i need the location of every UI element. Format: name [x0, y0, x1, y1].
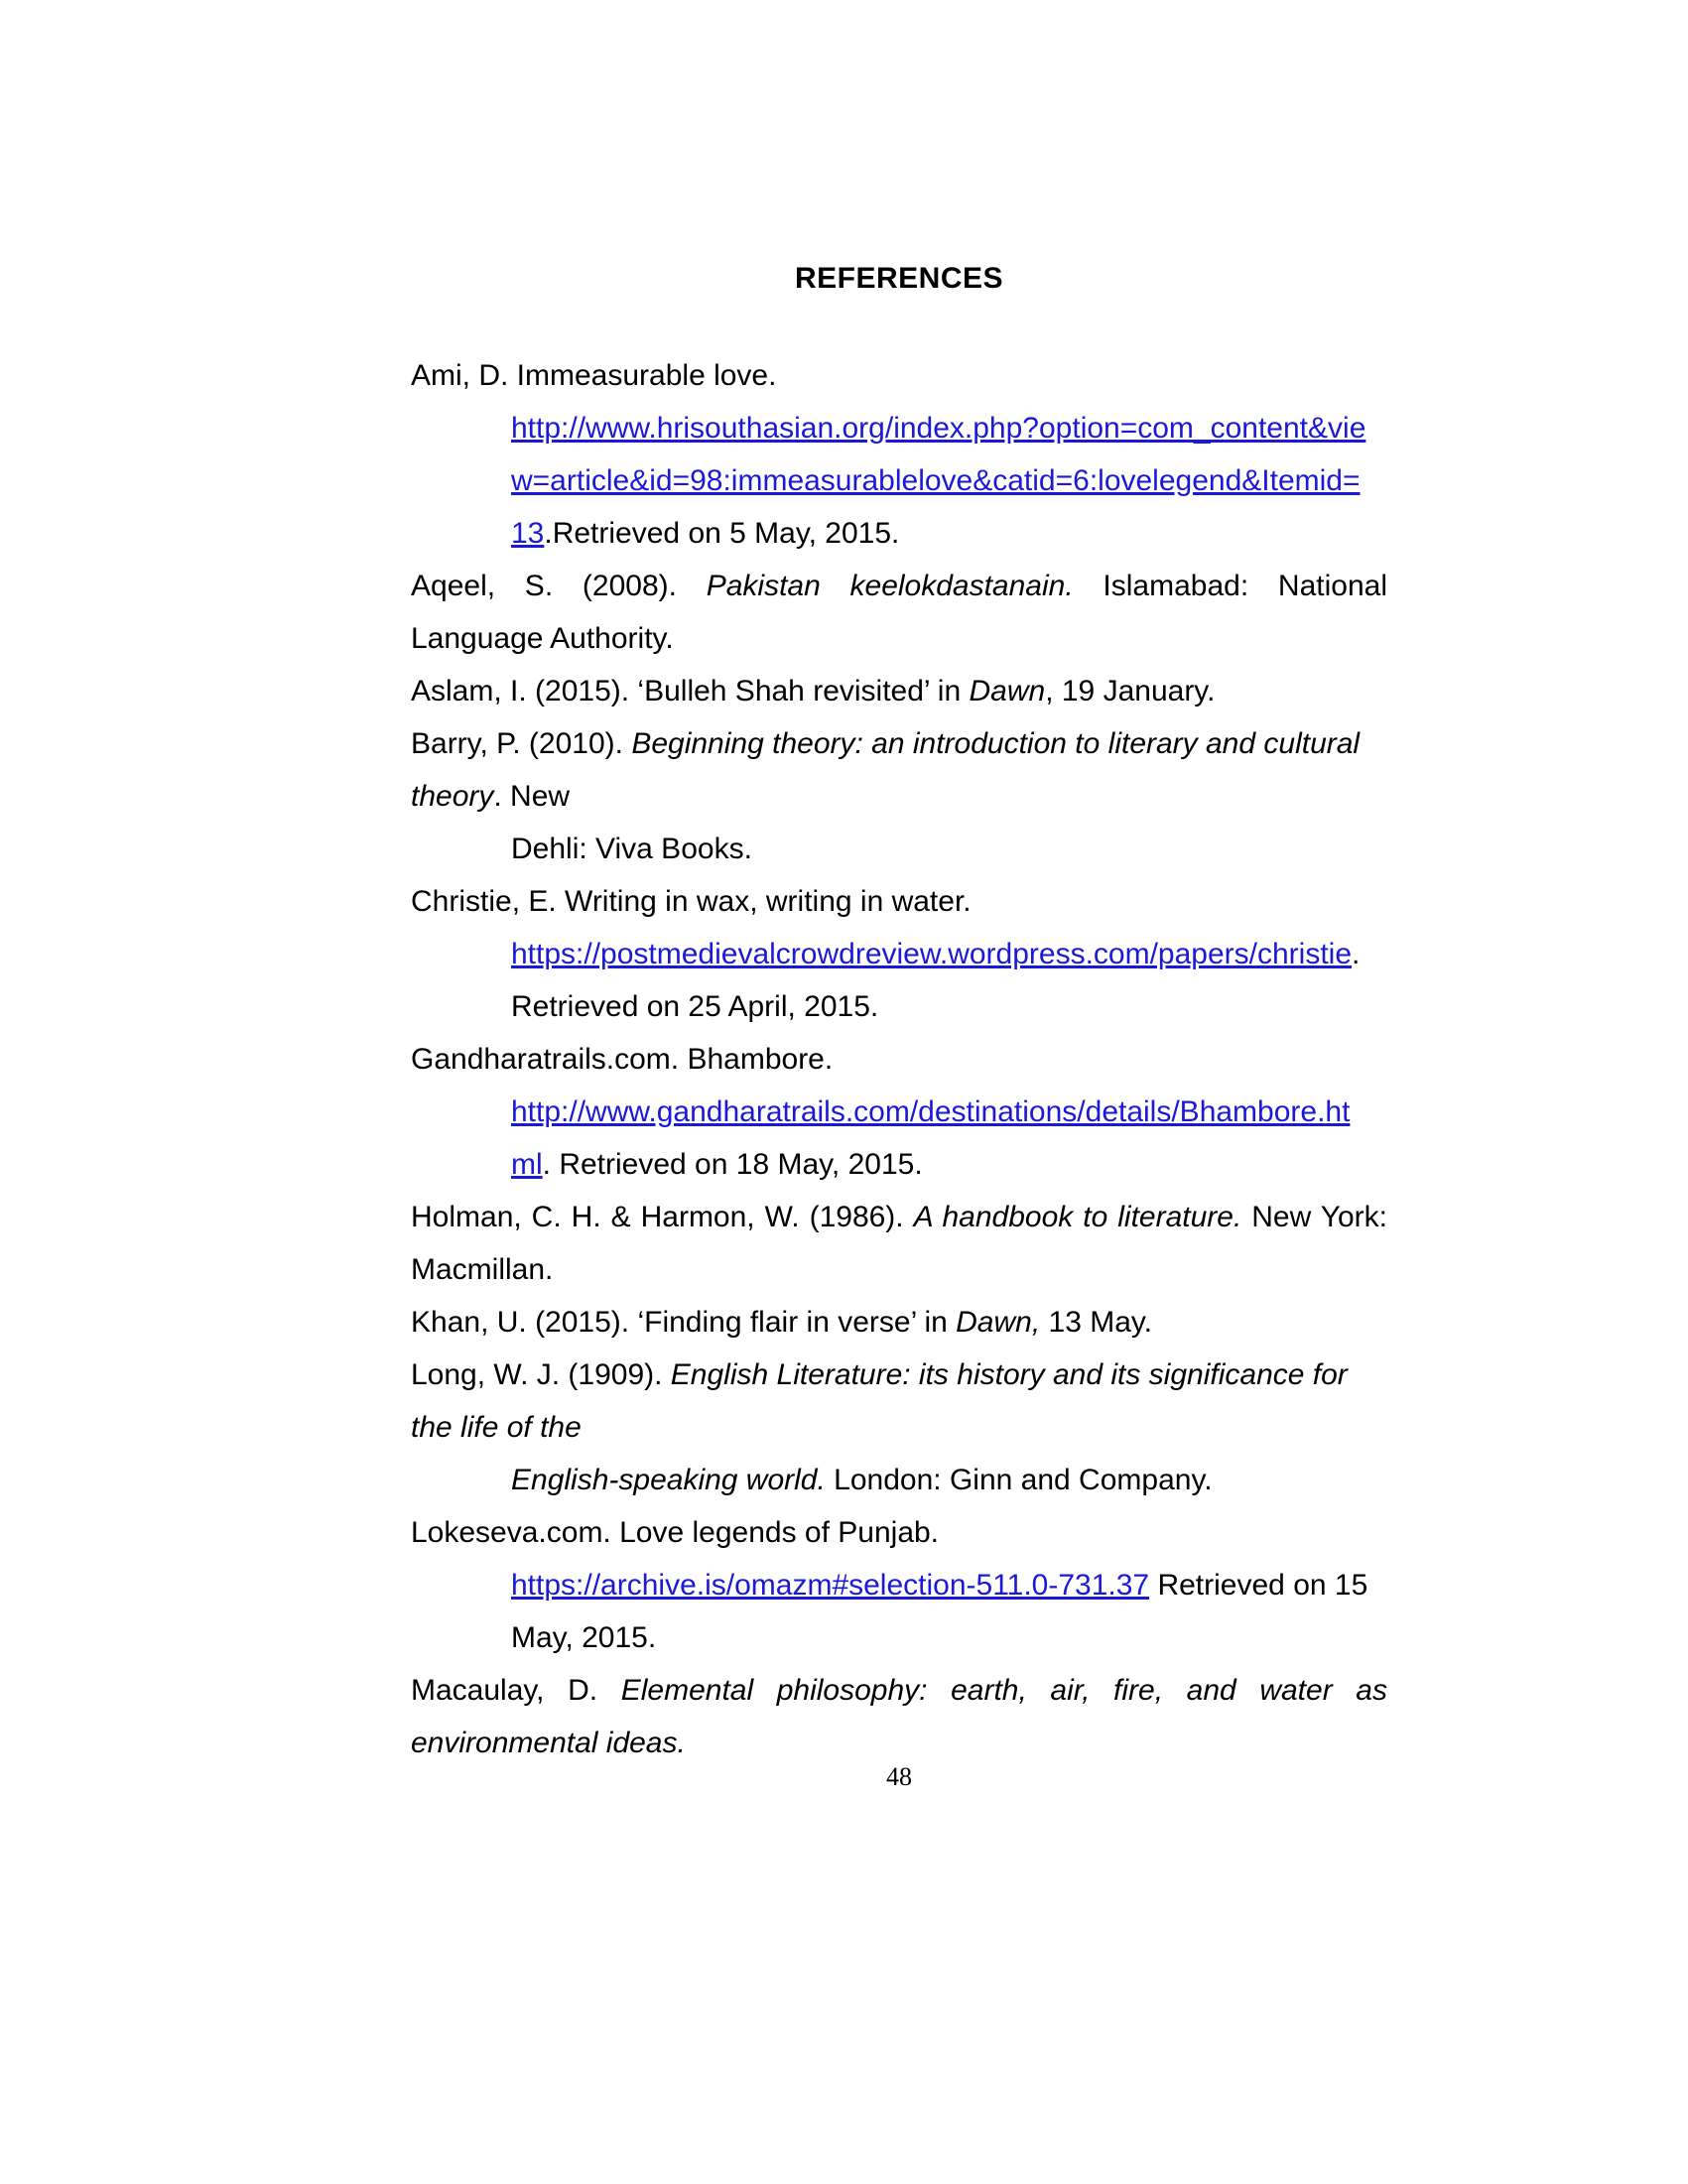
reference-title: Elemental philosophy: earth, air, fire, and water as environmental ideas.	[411, 1674, 1387, 1759]
reference-author: Holman, C. H. & Harmon, W. (1986).	[411, 1201, 914, 1233]
reference-publisher: New York: Macmillan.	[411, 1201, 1387, 1286]
reference-continuation: May, 2015.	[511, 1621, 657, 1654]
reference-entry-aqeel	[411, 560, 1387, 665]
reference-publisher: London: Ginn and Company.	[825, 1464, 1213, 1496]
reference-date: 13 May.	[1040, 1306, 1153, 1339]
reference-author: Macaulay, D.	[411, 1674, 621, 1707]
reference-entry-long	[411, 1349, 1387, 1506]
reference-entry-aslam	[411, 665, 1387, 717]
reference-entry-christie	[411, 875, 1387, 1033]
reference-entry-khan	[411, 1296, 1387, 1349]
reference-url-block	[411, 1138, 1387, 1191]
reference-author: Lokeseva.com. Love legends of Punjab.	[411, 1516, 940, 1549]
references-heading: REFERENCES	[794, 262, 1004, 295]
reference-url-block	[411, 454, 1387, 507]
reference-link-ami[interactable]: http://www.hrisouthasian.org/index.php?option=com_content&vie	[511, 412, 1366, 445]
reference-date: , 19 January.	[1045, 675, 1216, 707]
reference-author: Christie, E. Writing in wax, writing in water.	[411, 885, 972, 918]
reference-author: Gandharatrails.com. Bhambore.	[411, 1043, 834, 1076]
reference-link-christie[interactable]: https://postmedievalcrowdreview.wordpress.com/papers/christie	[511, 938, 1353, 970]
reference-retrieved: Retrieved on 15	[1149, 1569, 1368, 1602]
reference-retrieved: .Retrieved on 5 May, 2015.	[544, 517, 900, 550]
reference-author: Barry, P. (2010).	[411, 727, 632, 760]
reference-source: Dawn	[969, 675, 1046, 707]
reference-list	[411, 349, 1387, 1769]
reference-url-block	[411, 928, 1387, 980]
reference-author: Aqeel, S. (2008).	[411, 570, 707, 602]
reference-entry-lokeseva	[411, 1506, 1387, 1664]
reference-author: Aslam, I. (2015). ‘Bulleh Shah revisited’ in	[411, 675, 970, 707]
reference-url-block	[411, 402, 1387, 454]
reference-source: Dawn,	[956, 1306, 1041, 1339]
reference-entry-holman	[411, 1191, 1387, 1296]
reference-title: Pakistan keelokdastanain.	[706, 570, 1074, 602]
reference-link-ami[interactable]: w=article&id=98:immeasurablelove&catid=6:lovelegend&Itemid=	[511, 464, 1361, 497]
reference-link-ami[interactable]: 13	[511, 517, 545, 550]
reference-punctuation: .	[1352, 938, 1361, 970]
reference-url-block	[411, 1086, 1387, 1138]
reference-url-block	[411, 507, 1387, 560]
reference-title: A handbook to literature.	[913, 1201, 1242, 1233]
reference-entry-macaulay	[411, 1664, 1387, 1769]
reference-link-gandhara[interactable]: http://www.gandharatrails.com/destinations/details/Bhambore.ht	[511, 1095, 1351, 1128]
reference-author: Long, W. J. (1909).	[411, 1358, 671, 1391]
reference-publisher: Islamabad: National Language Authority.	[411, 570, 1387, 655]
reference-link-gandhara[interactable]: ml	[511, 1148, 543, 1181]
reference-retrieved: . Retrieved on 18 May, 2015.	[542, 1148, 923, 1181]
reference-continuation	[411, 1454, 1387, 1506]
reference-entry-gandhara	[411, 1033, 1387, 1191]
reference-title: Beginning theory: an introduction to literary and cultural theory	[411, 727, 1361, 813]
reference-title: English-speaking world.	[511, 1464, 826, 1496]
reference-continuation: Dehli: Viva Books.	[511, 833, 752, 865]
reference-entry-barry	[411, 717, 1387, 875]
reference-retrieved: Retrieved on 25 April, 2015.	[511, 990, 879, 1023]
reference-title: English Literature: its history and its significance for the life of the	[411, 1358, 1348, 1444]
reference-link-lokeseva[interactable]: https://archive.is/omazm#selection-511.0-731.37	[511, 1569, 1150, 1602]
reference-author: Ami, D. Immeasurable love.	[411, 359, 777, 392]
reference-author: Khan, U. (2015). ‘Finding flair in verse’ in	[411, 1306, 957, 1339]
page-number: 48	[886, 1762, 912, 1791]
reference-entry-ami	[411, 349, 1387, 560]
reference-publisher: . New	[493, 780, 571, 813]
reference-url-block	[411, 1559, 1387, 1611]
